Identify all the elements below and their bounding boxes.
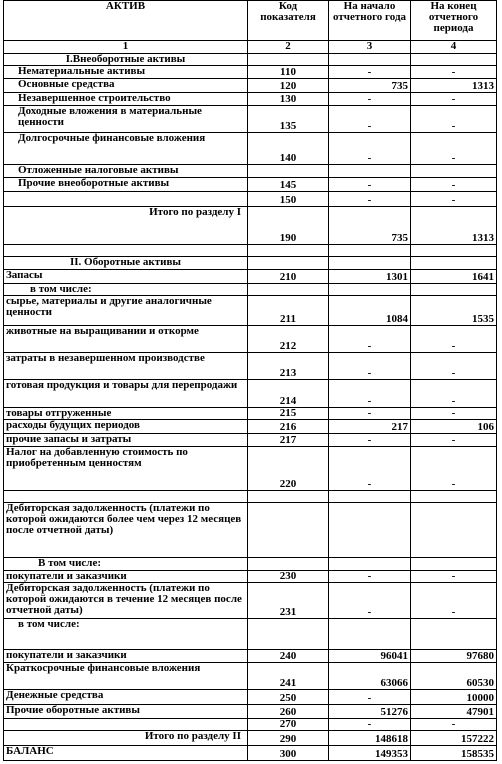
row-end-value: 1313 — [411, 78, 497, 93]
row-start-value: 149353 — [329, 746, 411, 761]
row-end-value: - — [411, 407, 497, 420]
row-end-value — [411, 244, 497, 257]
row-start-value: - — [329, 325, 411, 352]
row-code: 231 — [248, 583, 329, 619]
row-end-value — [411, 164, 497, 177]
section-total-row — [4, 206, 497, 244]
section-total-row — [4, 731, 497, 746]
row-code: 220 — [248, 446, 329, 490]
row-code: 230 — [248, 570, 329, 583]
row-end-value: 47901 — [411, 705, 497, 719]
row-label: покупатели и заказчики — [4, 650, 248, 663]
row-code: 290 — [248, 731, 329, 746]
table-row — [4, 133, 497, 165]
header-start: На начало отчетного года — [329, 1, 411, 41]
table-row — [4, 690, 497, 705]
row-end-value — [411, 503, 497, 558]
table-row — [4, 433, 497, 446]
row-code: 211 — [248, 296, 329, 325]
table-row — [4, 164, 497, 177]
row-end-value: 157222 — [411, 731, 497, 746]
row-code: 210 — [248, 270, 329, 284]
row-label: Доходные вложения в материальные ценности — [4, 106, 248, 133]
table-row — [4, 283, 497, 296]
column-number-1: 1 — [4, 40, 248, 53]
row-label — [4, 192, 248, 207]
table-row — [4, 66, 497, 79]
row-code: 250 — [248, 690, 329, 705]
row-start-value: - — [329, 106, 411, 133]
row-code: 145 — [248, 177, 329, 192]
row-end-value: 97680 — [411, 650, 497, 663]
row-end-value: - — [411, 93, 497, 106]
table-row — [4, 244, 497, 257]
row-code — [248, 503, 329, 558]
row-start-value: - — [329, 718, 411, 731]
row-label: затраты в незавершенном производстве — [4, 353, 248, 380]
row-code — [248, 618, 329, 650]
row-start-value: - — [329, 583, 411, 619]
row-code: 190 — [248, 206, 329, 244]
row-start-value — [329, 244, 411, 257]
row-end-value: - — [411, 718, 497, 731]
row-code: 241 — [248, 663, 329, 690]
column-number-2: 2 — [248, 40, 329, 53]
table-row — [4, 557, 497, 570]
row-label: Отложенные налоговые активы — [4, 164, 248, 177]
table-row — [4, 705, 497, 719]
row-end-value: - — [411, 380, 497, 407]
column-number-row — [4, 40, 497, 53]
row-start-value: 735 — [329, 206, 411, 244]
table-row — [4, 583, 497, 619]
row-end-value: - — [411, 325, 497, 352]
row-start-value — [329, 164, 411, 177]
row-start-value: 51276 — [329, 705, 411, 719]
row-label: Прочие внеоборотные активы — [4, 177, 248, 192]
row-end-value: - — [411, 133, 497, 165]
row-start-value: 96041 — [329, 650, 411, 663]
row-code: 260 — [248, 705, 329, 719]
row-code — [248, 490, 329, 503]
row-label: Нематериальные активы — [4, 66, 248, 79]
row-label: расходы будущих периодов — [4, 420, 248, 434]
row-end-value: - — [411, 433, 497, 446]
table-row — [4, 746, 497, 761]
header-aktiv: АКТИВ — [4, 1, 248, 41]
row-end-value: 1313 — [411, 206, 497, 244]
row-label: животные на выращивании и откорме — [4, 325, 248, 352]
table-row — [4, 325, 497, 352]
row-start-value: - — [329, 353, 411, 380]
table-row — [4, 650, 497, 663]
row-start-value: - — [329, 380, 411, 407]
row-label: Долгосрочные финансовые вложения — [4, 133, 248, 165]
row-label — [4, 718, 248, 731]
table-row — [4, 618, 497, 650]
row-end-value: - — [411, 353, 497, 380]
row-start-value: - — [329, 93, 411, 106]
row-code: 215 — [248, 407, 329, 420]
section-header-row — [4, 257, 497, 270]
row-start-value: - — [329, 66, 411, 79]
table-row — [4, 407, 497, 420]
row-label: В том числе: — [4, 557, 248, 570]
row-end-value — [411, 283, 497, 296]
row-code: 120 — [248, 78, 329, 93]
row-start-value: - — [329, 690, 411, 705]
row-label: Налог на добавленную стоимость по приобретенным ценностям — [4, 446, 248, 490]
row-label: Итого по разделу I — [4, 206, 248, 244]
row-end-value: - — [411, 192, 497, 207]
column-number-4: 4 — [411, 40, 497, 53]
row-start-value: 63066 — [329, 663, 411, 690]
row-label: Дебиторская задолженность (платежи по которой ожидаются в течение 12 месяцев после отчетной даты) — [4, 583, 248, 619]
header-code — [248, 1, 329, 41]
row-label: прочие запасы и затраты — [4, 433, 248, 446]
table-row — [4, 270, 497, 284]
row-label: товары отгруженные — [4, 407, 248, 420]
row-label: Прочие оборотные активы — [4, 705, 248, 719]
row-code: 150 — [248, 192, 329, 207]
row-code: 130 — [248, 93, 329, 106]
row-end-value: 10000 — [411, 690, 497, 705]
row-code — [248, 557, 329, 570]
table-row — [4, 570, 497, 583]
row-end-value: - — [411, 570, 497, 583]
header-end: На конец отчетного периода — [411, 1, 497, 41]
row-label: в том числе: — [4, 618, 248, 650]
column-number-3: 3 — [329, 40, 411, 53]
row-start-value: 735 — [329, 78, 411, 93]
row-code — [248, 164, 329, 177]
row-start-value: 148618 — [329, 731, 411, 746]
row-label — [4, 244, 248, 257]
table-row — [4, 663, 497, 690]
row-end-value: - — [411, 177, 497, 192]
row-label: Запасы — [4, 270, 248, 284]
row-code: 110 — [248, 66, 329, 79]
row-start-value — [329, 257, 411, 270]
row-label: БАЛАНС — [4, 746, 248, 761]
row-label: в том числе: — [4, 283, 248, 296]
row-code: 240 — [248, 650, 329, 663]
table-row — [4, 353, 497, 380]
row-label: Основные средства — [4, 78, 248, 93]
row-code: 213 — [248, 353, 329, 380]
table-row — [4, 503, 497, 558]
row-start-value — [329, 503, 411, 558]
row-label: Итого по разделу II — [4, 731, 248, 746]
row-end-value: - — [411, 66, 497, 79]
table-row — [4, 177, 497, 192]
row-start-value: - — [329, 407, 411, 420]
row-start-value — [329, 53, 411, 66]
row-end-value: - — [411, 106, 497, 133]
row-end-value — [411, 557, 497, 570]
row-code — [248, 257, 329, 270]
row-start-value — [329, 490, 411, 503]
row-label: сырье, материалы и другие аналогичные ценности — [4, 296, 248, 325]
row-code: 300 — [248, 746, 329, 761]
row-end-value: 1641 — [411, 270, 497, 284]
table-row — [4, 192, 497, 207]
row-start-value — [329, 283, 411, 296]
table-row — [4, 380, 497, 407]
row-end-value: - — [411, 446, 497, 490]
row-end-value — [411, 53, 497, 66]
row-start-value: 1084 — [329, 296, 411, 325]
row-start-value: - — [329, 192, 411, 207]
row-label — [4, 490, 248, 503]
row-code: 217 — [248, 433, 329, 446]
row-start-value: 1301 — [329, 270, 411, 284]
balance-sheet-table — [3, 0, 497, 761]
row-code: 270 — [248, 718, 329, 731]
row-end-value: 158535 — [411, 746, 497, 761]
row-code: 212 — [248, 325, 329, 352]
row-end-value — [411, 618, 497, 650]
row-start-value: - — [329, 177, 411, 192]
table-row — [4, 93, 497, 106]
row-start-value: - — [329, 133, 411, 165]
row-code: 135 — [248, 106, 329, 133]
row-end-value — [411, 490, 497, 503]
row-code: 140 — [248, 133, 329, 165]
row-start-value: 217 — [329, 420, 411, 434]
row-end-value — [411, 257, 497, 270]
table-row — [4, 78, 497, 93]
row-code — [248, 283, 329, 296]
row-code — [248, 244, 329, 257]
row-label: Незавершенное строительство — [4, 93, 248, 106]
row-label: I.Внеоборотные активы — [4, 53, 248, 66]
table-row — [4, 490, 497, 503]
table-row — [4, 446, 497, 490]
row-end-value: 106 — [411, 420, 497, 434]
row-start-value — [329, 557, 411, 570]
row-label: готовая продукция и товары для перепродажи — [4, 380, 248, 407]
header-row — [4, 1, 497, 41]
row-end-value: 1535 — [411, 296, 497, 325]
table-row — [4, 106, 497, 133]
table-row — [4, 296, 497, 325]
header-code-text: Код показателя — [260, 0, 316, 23]
row-label: Денежные средства — [4, 690, 248, 705]
row-end-value: - — [411, 583, 497, 619]
row-start-value — [329, 618, 411, 650]
row-label: Дебиторская задолженность (платежи по которой ожидаются более чем через 12 месяцев после отчетной даты) — [4, 503, 248, 558]
section-header-row — [4, 53, 497, 66]
row-code: 216 — [248, 420, 329, 434]
row-end-value: 60530 — [411, 663, 497, 690]
row-code — [248, 53, 329, 66]
row-start-value: - — [329, 446, 411, 490]
row-label: покупатели и заказчики — [4, 570, 248, 583]
table-row — [4, 420, 497, 434]
row-code: 214 — [248, 380, 329, 407]
row-label: Краткосрочные финансовые вложения — [4, 663, 248, 690]
row-label: II. Оборотные активы — [4, 257, 248, 270]
table-row — [4, 718, 497, 731]
row-start-value: - — [329, 433, 411, 446]
row-start-value: - — [329, 570, 411, 583]
